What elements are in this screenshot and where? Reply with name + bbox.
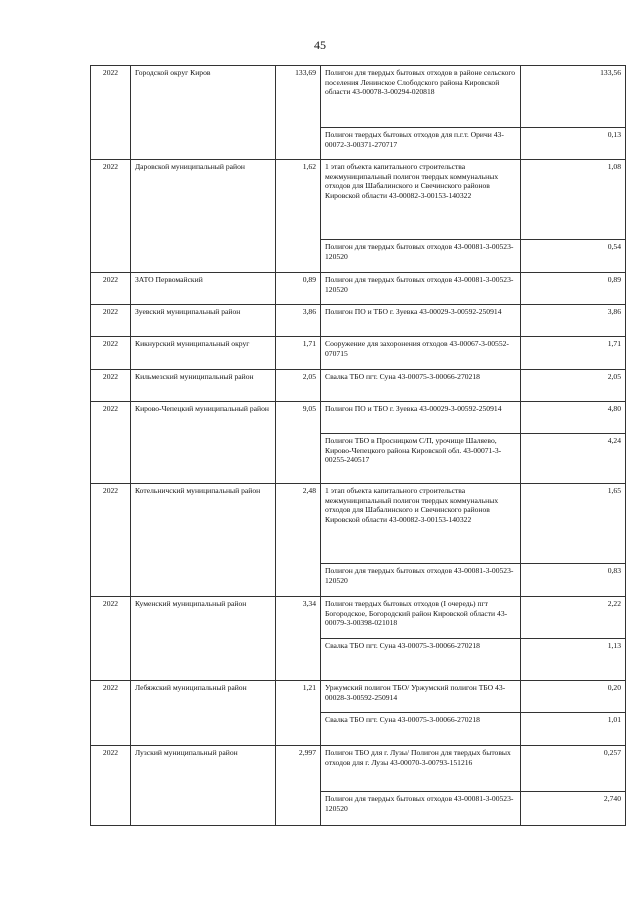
amount-cell: 9,05	[276, 402, 321, 484]
facility-cell: Полигон ТБО для г. Лузы/ Полигон для твердых бытовых отходов для г. Лузы 43-00070-3-00793-151216	[321, 746, 521, 792]
table-row	[91, 337, 626, 370]
facility-cell: Полигон для твердых бытовых отходов в районе сельского поселения Ленинское Слободского района Кировской области 43-00078-3-00294-020818	[321, 66, 521, 128]
facility-cell: Полигон для твердых бытовых отходов 43-00081-3-00523-120520	[321, 564, 521, 597]
year-cell: 2022	[91, 337, 131, 370]
facility-cell: Полигон для твердых бытовых отходов 43-00081-3-00523-120520	[321, 792, 521, 826]
facility-amount-cell: 0,89	[521, 273, 626, 305]
amount-cell: 1,21	[276, 681, 321, 746]
amount-cell: 1,71	[276, 337, 321, 370]
table-row	[91, 273, 626, 305]
year-cell: 2022	[91, 66, 131, 160]
municipality-cell: Даровской муниципальный район	[131, 160, 276, 273]
facility-cell: Полигон твердых бытовых отходов (I очередь) пгт Богородское, Богородский район Кировской области 43-00079-3-00398-021018	[321, 597, 521, 639]
facility-cell: Уржумский полигон ТБО/ Уржумский полигон ТБО 43-00028-3-00592-250914	[321, 681, 521, 713]
facility-cell: Полигон для твердых бытовых отходов 43-00081-3-00523-120520	[321, 240, 521, 273]
facility-amount-cell: 1,71	[521, 337, 626, 370]
municipality-cell: Зуевский муниципальный район	[131, 305, 276, 337]
facility-amount-cell: 4,80	[521, 402, 626, 434]
year-cell: 2022	[91, 681, 131, 746]
amount-cell: 133,69	[276, 66, 321, 160]
table-row	[91, 370, 626, 402]
facility-cell: Свалка ТБО пгт. Суна 43-00075-3-00066-270218	[321, 370, 521, 402]
year-cell: 2022	[91, 597, 131, 681]
municipality-cell: ЗАТО Первомайский	[131, 273, 276, 305]
table-row	[91, 402, 626, 434]
amount-cell: 2,997	[276, 746, 321, 826]
facility-amount-cell: 1,01	[521, 713, 626, 746]
facility-amount-cell: 0,20	[521, 681, 626, 713]
municipality-cell: Котельничский муниципальный район	[131, 484, 276, 597]
year-cell: 2022	[91, 746, 131, 826]
facility-cell: Полигон для твердых бытовых отходов 43-00081-3-00523-120520	[321, 273, 521, 305]
year-cell: 2022	[91, 402, 131, 484]
facility-amount-cell: 0,83	[521, 564, 626, 597]
facility-cell: Свалка ТБО пгт. Суна 43-00075-3-00066-270218	[321, 713, 521, 746]
table-row	[91, 746, 626, 792]
table-row	[91, 597, 626, 639]
facility-amount-cell: 133,56	[521, 66, 626, 128]
facility-amount-cell: 2,740	[521, 792, 626, 826]
municipality-cell: Кикнурский муниципальный округ	[131, 337, 276, 370]
municipality-cell: Лебяжский муниципальный район	[131, 681, 276, 746]
facility-cell: 1 этап объекта капитального строительства межмуниципальный полигон твердых коммунальных отходов для Шабалинского и Свечинского районов Кировской области 43-00082-3-00153-140322	[321, 484, 521, 564]
facility-amount-cell: 1,13	[521, 639, 626, 681]
facility-cell: Полигон твердых бытовых отходов для п.г.т. Оричи 43-00072-3-00371-270717	[321, 128, 521, 160]
amount-cell: 2,05	[276, 370, 321, 402]
year-cell: 2022	[91, 370, 131, 402]
amount-cell: 1,62	[276, 160, 321, 273]
facility-cell: Полигон ПО и ТБО г. Зуевка 43-00029-3-00592-250914	[321, 402, 521, 434]
amount-cell: 2,48	[276, 484, 321, 597]
facility-amount-cell: 4,24	[521, 434, 626, 484]
facility-amount-cell: 1,65	[521, 484, 626, 564]
municipality-cell: Куменский муниципальный район	[131, 597, 276, 681]
year-cell: 2022	[91, 305, 131, 337]
year-cell: 2022	[91, 160, 131, 273]
table-row	[91, 305, 626, 337]
facility-amount-cell: 0,257	[521, 746, 626, 792]
municipality-cell: Кильмезский муниципальный район	[131, 370, 276, 402]
facility-amount-cell: 0,13	[521, 128, 626, 160]
facility-amount-cell: 2,22	[521, 597, 626, 639]
facility-cell: Свалка ТБО пгт. Суна 43-00075-3-00066-270218	[321, 639, 521, 681]
facility-cell: Полигон ПО и ТБО г. Зуевка 43-00029-3-00592-250914	[321, 305, 521, 337]
year-cell: 2022	[91, 484, 131, 597]
facility-amount-cell: 2,05	[521, 370, 626, 402]
facility-amount-cell: 1,08	[521, 160, 626, 240]
waste-distribution-table	[90, 65, 626, 826]
facility-cell: Сооружение для захоронения отходов 43-00067-3-00552-070715	[321, 337, 521, 370]
municipality-cell: Кирово-Чепецкий муниципальный район	[131, 402, 276, 484]
table-row	[91, 484, 626, 564]
amount-cell: 3,86	[276, 305, 321, 337]
table-row	[91, 66, 626, 128]
table-row	[91, 160, 626, 240]
year-cell: 2022	[91, 273, 131, 305]
facility-amount-cell: 0,54	[521, 240, 626, 273]
facility-cell: 1 этап объекта капитального строительства межмуниципальный полигон твердых коммунальных отходов для Шабалинского и Свечинского районов Кировской области 43-00082-3-00153-140322	[321, 160, 521, 240]
table-row	[91, 681, 626, 713]
facility-cell: Полигон ТБО в Просницком С/П, урочище Шаляево, Кирово-Чепецкого района Кировской обл. 43-00071-3-00255-240517	[321, 434, 521, 484]
page-number: 45	[314, 38, 326, 52]
amount-cell: 0,89	[276, 273, 321, 305]
facility-amount-cell: 3,86	[521, 305, 626, 337]
amount-cell: 3,34	[276, 597, 321, 681]
municipality-cell: Лузский муниципальный район	[131, 746, 276, 826]
municipality-cell: Городской округ Киров	[131, 66, 276, 160]
